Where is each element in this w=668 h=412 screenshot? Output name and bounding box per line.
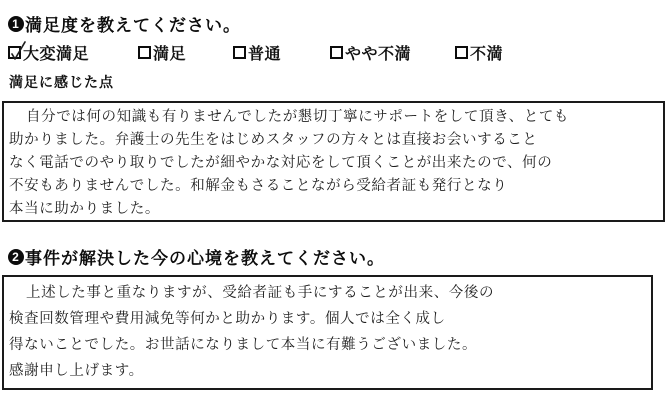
question-1-number-badge: 1 <box>8 16 24 32</box>
handwritten-check-icon <box>8 39 30 63</box>
option-label-satisfied: 満足 <box>153 46 187 63</box>
question-1-title: 満足度を教えてください。 <box>25 16 241 35</box>
checkbox-dissatisfied[interactable] <box>455 46 468 59</box>
option-label-dissatisfied: 不満 <box>470 46 504 63</box>
option-dissatisfied[interactable] <box>455 41 503 64</box>
checkbox-somewhat-dissatisfied[interactable] <box>330 46 343 59</box>
handwriting-line: 自分では何の知識も有りませんでしたが懇切丁寧にサポートをして頂き、とても <box>26 109 570 125</box>
option-label-somewhat-dissatisfied: やや不満 <box>345 46 412 63</box>
answer-box-satisfied-points <box>2 101 665 222</box>
option-satisfied[interactable] <box>138 41 186 64</box>
satisfied-points-label: 満足に感じた点 <box>9 76 114 91</box>
answer-box-current-feelings <box>2 275 653 390</box>
option-somewhat-dissatisfied[interactable] <box>330 41 411 64</box>
question-1-header <box>8 11 241 36</box>
question-2-header <box>8 244 385 269</box>
checkbox-neutral[interactable] <box>233 46 246 59</box>
handwriting-line: 上述した事と重なりますが、受給者証も手にすることが出来、今後の <box>26 285 495 301</box>
handwriting-line: なく電話でのやり取りでしたが細やかな対応をして頂くことが出来たので、何の <box>9 155 553 171</box>
handwriting-line: 感謝申し上げます。 <box>9 363 144 379</box>
option-neutral[interactable] <box>233 41 281 64</box>
handwriting-line: 得ないことでした。お世話になりまして本当に有難うございました。 <box>9 337 478 353</box>
handwriting-line: 検査回数管理や費用減免等何かと助かります。個人では全く成し <box>9 311 446 327</box>
handwriting-line: 不安もありませんでした。和解金もさることながら受給者証も発行となり <box>9 178 508 194</box>
handwriting-line: 本当に助かりました。 <box>9 201 160 217</box>
option-very-satisfied[interactable] <box>8 41 89 64</box>
question-2-number-badge: 2 <box>8 249 24 265</box>
option-label-neutral: 普通 <box>248 46 282 63</box>
checkbox-satisfied[interactable] <box>138 46 151 59</box>
question-2-title: 事件が解決した今の心境を教えてください。 <box>25 249 385 268</box>
checkbox-very-satisfied[interactable] <box>8 46 21 59</box>
handwriting-line: 助かりました。弁護士の先生をはじめスタッフの方々とは直接お会いすること <box>9 132 538 148</box>
option-label-very-satisfied: 大変満足 <box>23 46 90 63</box>
